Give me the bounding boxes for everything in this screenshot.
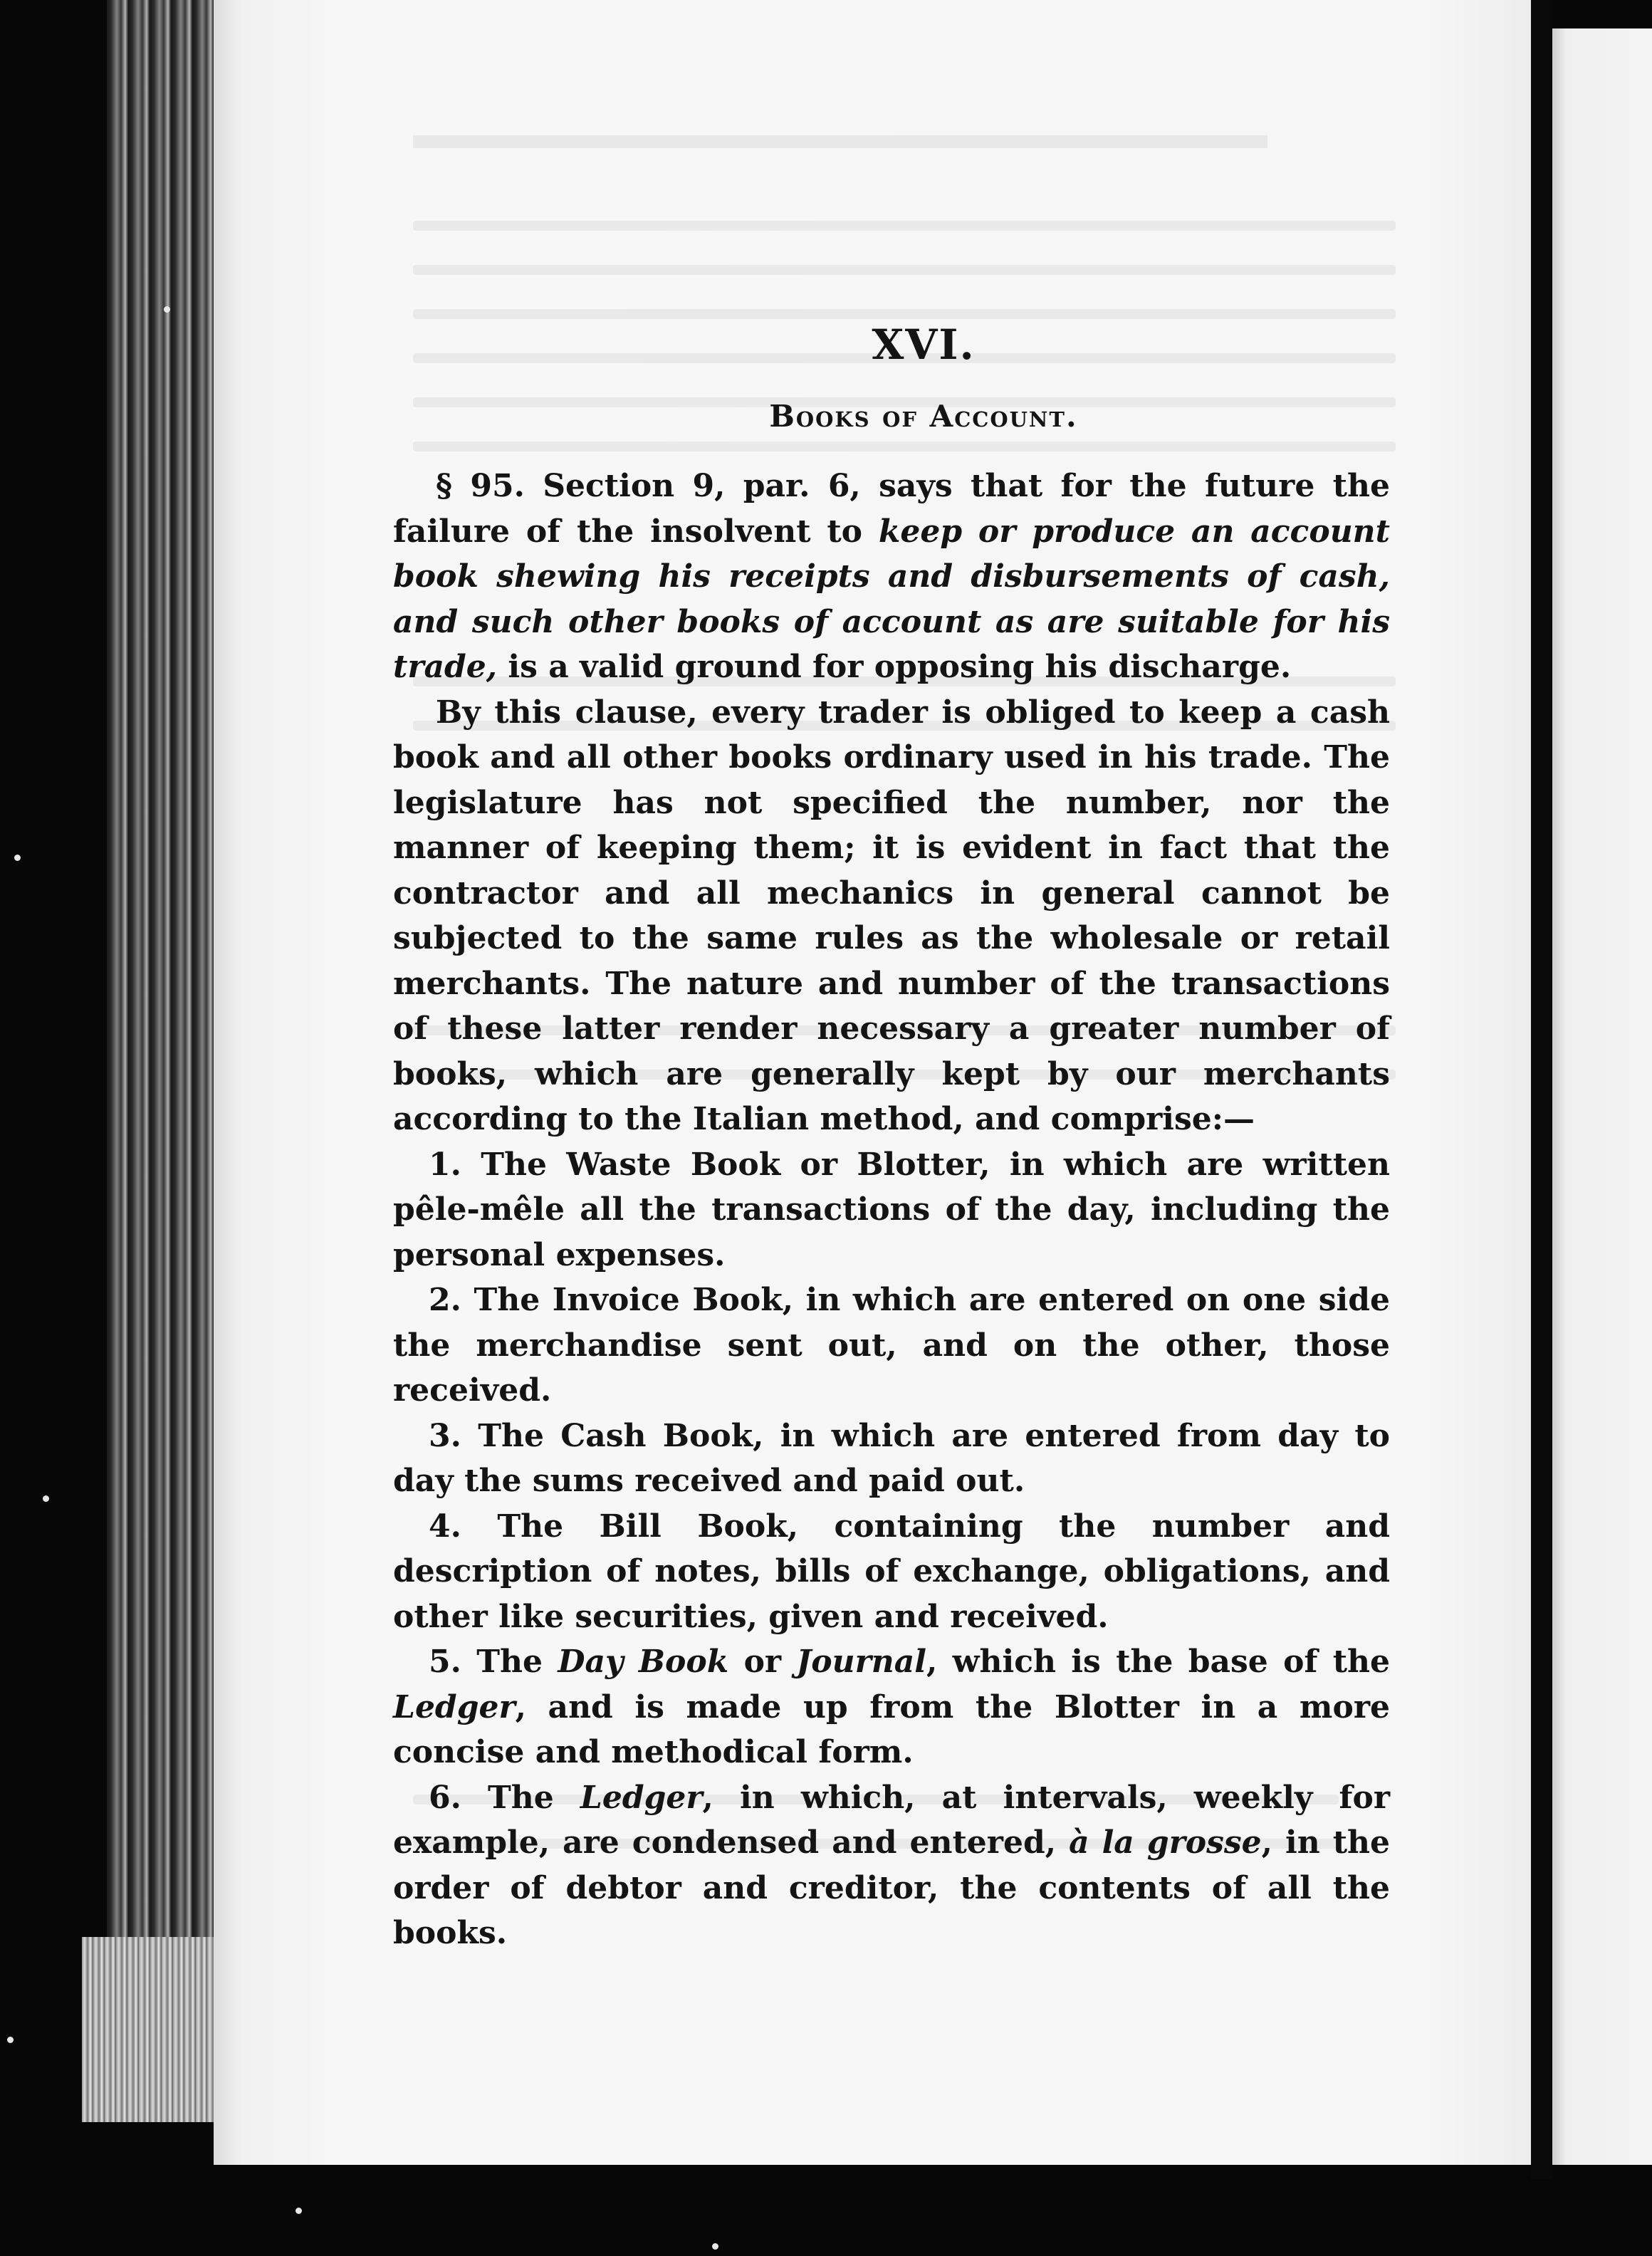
paragraph-italic-quote: keep or produce an account book shewing his receipts and disbursements of cash, and such other books of account as are suitable for his trade,: [393, 513, 1391, 685]
list-text: or: [728, 1644, 797, 1680]
adjacent-page-edge: [1552, 28, 1652, 2165]
list-text: , and is made up from the Blotter in a more concise and methodical form.: [393, 1688, 1390, 1770]
chapter-number: XVI.: [872, 320, 976, 369]
list-italic: Journal: [796, 1644, 926, 1680]
list-text: 5. The: [429, 1644, 558, 1680]
paragraph-section-95: [393, 464, 1390, 690]
page-text-block: [393, 320, 1390, 1956]
list-text: , in which, at intervals, weekly for example, are condensed and entered,: [393, 1779, 1390, 1861]
list-item-waste-book: 1. The Waste Book or Blotter, in which are written pêle-mêle all the transactions of the day, including the personal expenses.: [393, 1146, 1390, 1273]
list-item-invoice-book: 2. The Invoice Book, in which are entered on one side the merchandise sent out, and on the other, those received.: [393, 1282, 1390, 1409]
chapter-title: Books of Account.: [769, 399, 1078, 434]
list-italic: Ledger: [580, 1779, 703, 1816]
list-italic: Day Book: [558, 1644, 729, 1680]
list-italic: à la grosse: [1069, 1824, 1262, 1861]
paragraph-text: § 95. Section 9, par. 6, says that for the future the failure of the insolvent to: [393, 468, 1390, 550]
list-item-cash-book: 3. The Cash Book, in which are entered from day to day the sums received and paid out.: [393, 1417, 1390, 1499]
gutter-shadow: [1531, 0, 1552, 2179]
list-italic: Ledger: [393, 1688, 516, 1725]
list-text: , which is the base of the: [926, 1644, 1391, 1680]
list-item-bill-book: 4. The Bill Book, containing the number and description of notes, bills of exchange, obligations, and other like securities, given and received.: [393, 1508, 1390, 1635]
list-text: , in the order of debtor and creditor, the contents of all the books.: [393, 1824, 1391, 1951]
paragraph-text: is a valid ground for opposing his discharge.: [497, 649, 1292, 685]
list-text: 6. The: [429, 1779, 580, 1816]
list-item-ledger: [393, 1775, 1390, 1956]
paragraph-clause: By this clause, every trader is obliged to keep a cash book and all other books ordinary used in his trade. The legislature has not specified the number, nor the manner of keeping them; it is evident in fact that the contractor and all mechanics in general cannot be subjected to the same rules as the wholesale or retail merchants. The nature and number of the transactions of these latter render necessary a greater number of books, which are generally kept by our merchants according to the Italian method, and comprise:—: [393, 694, 1390, 1137]
list-item-day-book: [393, 1639, 1390, 1775]
